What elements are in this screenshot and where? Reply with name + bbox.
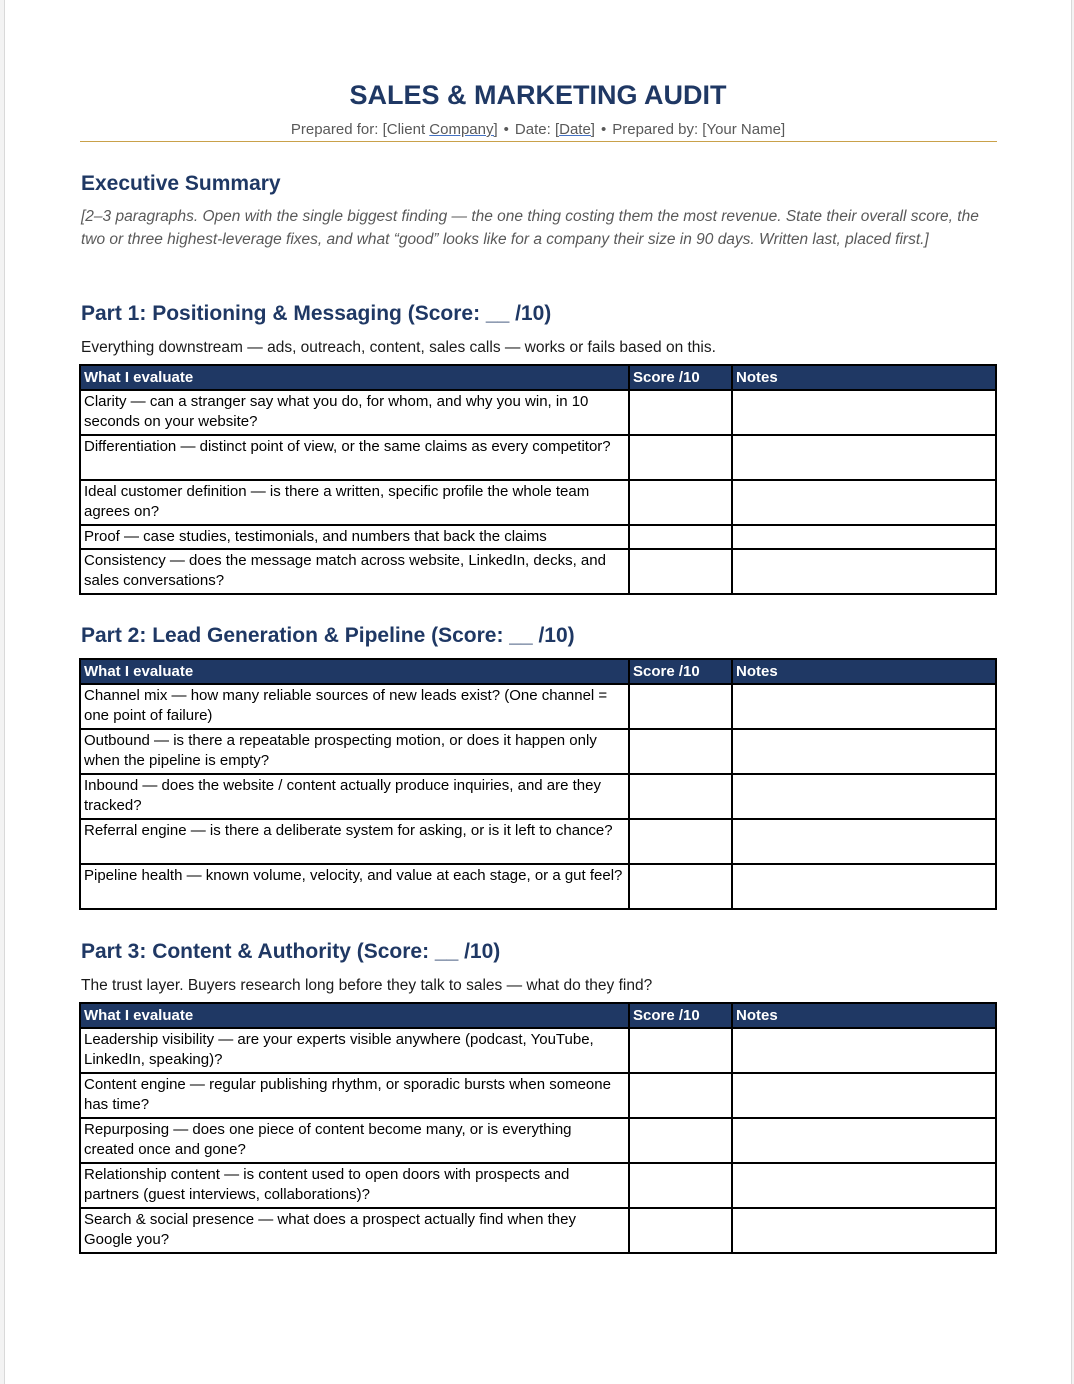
- criterion-cell: Inbound — does the website / content actually produce inquiries, and are they tracked?: [80, 774, 629, 819]
- header-score: Score /10: [629, 659, 732, 684]
- document-title: SALES & MARKETING AUDIT: [349, 80, 727, 110]
- date-placeholder[interactable]: Date]: [559, 121, 595, 138]
- criterion-cell: Referral engine — is there a deliberate system for asking, or is it left to chance?: [80, 819, 629, 864]
- header-what-i-evaluate: What I evaluate: [80, 365, 629, 390]
- part-2-heading: Part 2: Lead Generation & Pipeline (Score: __ /10): [81, 624, 575, 647]
- part-2-table: [79, 658, 997, 910]
- score-cell[interactable]: [629, 525, 732, 549]
- header-notes: Notes: [732, 1003, 996, 1028]
- table-row: [80, 1163, 996, 1208]
- prepared-by: Prepared by: [Your Name]: [612, 121, 786, 138]
- table-row: [80, 390, 996, 435]
- criterion-cell: Differentiation — distinct point of view, or the same claims as every competitor?: [80, 435, 629, 480]
- executive-summary-heading: Executive Summary: [81, 172, 281, 195]
- table-row: [80, 480, 996, 525]
- table-row: [80, 774, 996, 819]
- score-cell[interactable]: [629, 729, 732, 774]
- score-cell[interactable]: [629, 1118, 732, 1163]
- criterion-cell: Proof — case studies, testimonials, and numbers that back the claims: [80, 525, 629, 549]
- notes-cell[interactable]: [732, 684, 996, 729]
- header-notes: Notes: [732, 365, 996, 390]
- bullet-separator: •: [503, 121, 509, 138]
- score-cell[interactable]: [629, 1073, 732, 1118]
- score-cell[interactable]: [629, 435, 732, 480]
- notes-cell[interactable]: [732, 390, 996, 435]
- client-company-placeholder[interactable]: Company]: [429, 121, 498, 138]
- part-3-intro: The trust layer. Buyers research long before they talk to sales — what do they find?: [81, 977, 653, 994]
- notes-cell[interactable]: [732, 864, 996, 909]
- part-1-table: [79, 364, 997, 595]
- table-row: [80, 1208, 996, 1253]
- bullet-separator: •: [600, 121, 607, 138]
- notes-cell[interactable]: [732, 1028, 996, 1073]
- table-header-row: [80, 365, 996, 390]
- score-cell[interactable]: [629, 1208, 732, 1253]
- table-header-row: [80, 1003, 996, 1028]
- part-1-intro: Everything downstream — ads, outreach, content, sales calls — works or fails based on this.: [81, 339, 716, 356]
- criterion-cell: Leadership visibility — are your experts visible anywhere (podcast, YouTube, LinkedIn, speaking)?: [80, 1028, 629, 1073]
- executive-summary-text: [2–3 paragraphs. Open with the single biggest finding — the one thing costing them the most revenue. State their overall score, the two or three highest-leverage fixes, and what “good” looks like for a company their size in 90 days. Written last, placed first.]: [81, 208, 979, 248]
- document-page: [4, 0, 1072, 1384]
- score-cell[interactable]: [629, 774, 732, 819]
- notes-cell[interactable]: [732, 435, 996, 480]
- criterion-cell: Clarity — can a stranger say what you do, for whom, and why you win, in 10 seconds on your website?: [80, 390, 629, 435]
- criterion-cell: Outbound — is there a repeatable prospecting motion, or does it happen only when the pipeline is empty?: [80, 729, 629, 774]
- notes-cell[interactable]: [732, 1208, 996, 1253]
- criterion-cell: Repurposing — does one piece of content become many, or is everything created once and gone?: [80, 1118, 629, 1163]
- score-cell[interactable]: [629, 819, 732, 864]
- notes-cell[interactable]: [732, 1073, 996, 1118]
- criterion-cell: Channel mix — how many reliable sources of new leads exist? (One channel = one point of failure): [80, 684, 629, 729]
- table-row: [80, 549, 996, 594]
- table-row: [80, 864, 996, 909]
- header-score: Score /10: [629, 1003, 732, 1028]
- score-cell[interactable]: [629, 684, 732, 729]
- table-row: [80, 684, 996, 729]
- score-cell[interactable]: [629, 1028, 732, 1073]
- document-meta-line: [5, 121, 1071, 138]
- criterion-cell: Content engine — regular publishing rhythm, or sporadic bursts when someone has time?: [80, 1073, 629, 1118]
- notes-cell[interactable]: [732, 525, 996, 549]
- table-row: [80, 1028, 996, 1073]
- prepared-for-prefix: Prepared for: [Client: [290, 121, 430, 138]
- table-row: [80, 435, 996, 480]
- header-what-i-evaluate: What I evaluate: [80, 1003, 629, 1028]
- part-3-heading: Part 3: Content & Authority (Score: __ /10): [81, 940, 501, 963]
- table-row: [80, 819, 996, 864]
- part-3-table: [79, 1002, 997, 1254]
- table-row: [80, 729, 996, 774]
- notes-cell[interactable]: [732, 480, 996, 525]
- criterion-cell: Pipeline health — known volume, velocity, and value at each stage, or a gut feel?: [80, 864, 629, 909]
- score-cell[interactable]: [629, 480, 732, 525]
- table-row: [80, 525, 996, 549]
- table-row: [80, 1073, 996, 1118]
- header-notes: Notes: [732, 659, 996, 684]
- criterion-cell: Search & social presence — what does a prospect actually find when they Google you?: [80, 1208, 629, 1253]
- table-header-row: [80, 659, 996, 684]
- score-cell[interactable]: [629, 390, 732, 435]
- notes-cell[interactable]: [732, 1118, 996, 1163]
- header-score: Score /10: [629, 365, 732, 390]
- notes-cell[interactable]: [732, 819, 996, 864]
- date-prefix: Date: [: [514, 121, 560, 138]
- notes-cell[interactable]: [732, 774, 996, 819]
- criterion-cell: Ideal customer definition — is there a written, specific profile the whole team agrees on?: [80, 480, 629, 525]
- notes-cell[interactable]: [732, 549, 996, 594]
- notes-cell[interactable]: [732, 1163, 996, 1208]
- header-what-i-evaluate: What I evaluate: [80, 659, 629, 684]
- header-divider: [80, 141, 997, 142]
- table-row: [80, 1118, 996, 1163]
- score-cell[interactable]: [629, 864, 732, 909]
- score-cell[interactable]: [629, 1163, 732, 1208]
- part-1-heading: Part 1: Positioning & Messaging (Score: __ /10): [81, 302, 552, 325]
- criterion-cell: Relationship content — is content used to open doors with prospects and partners (guest interviews, collaborations)?: [80, 1163, 629, 1208]
- score-cell[interactable]: [629, 549, 732, 594]
- criterion-cell: Consistency — does the message match across website, LinkedIn, decks, and sales conversations?: [80, 549, 629, 594]
- notes-cell[interactable]: [732, 729, 996, 774]
